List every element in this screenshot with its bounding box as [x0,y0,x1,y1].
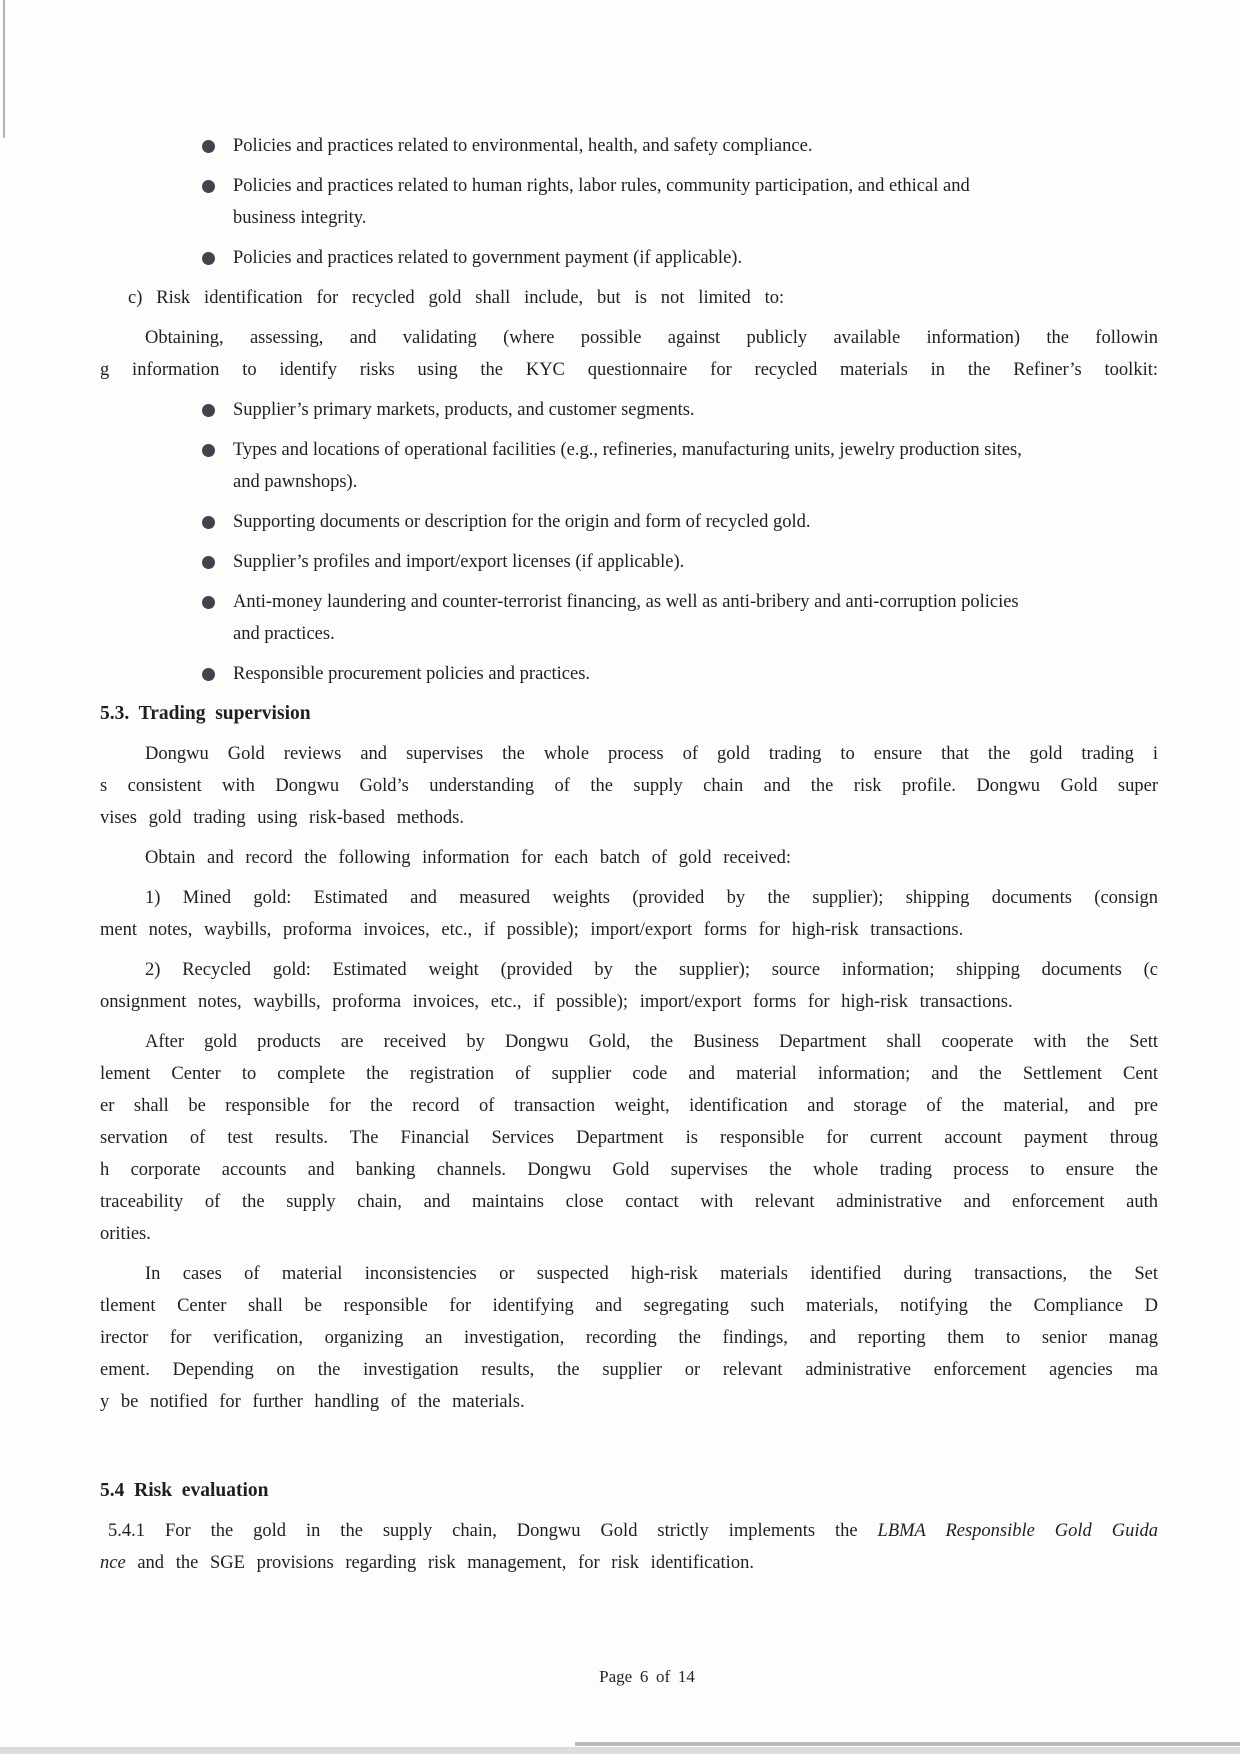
paragraph-text: and the SGE provisions regarding risk management, for risk identification. [125,1553,754,1573]
paragraph-line: ment notes, waybills, proforma invoices, etc., if possible); import/export forms for high-risk transactions. [100,920,964,940]
paragraph-recycled-gold [100,954,1158,1018]
bullet-text: business integrity. [233,208,367,228]
paragraph-line: c) Risk identification for recycled gold shall include, but is not limited to: [128,288,785,308]
section-heading-5-3 [100,698,1158,730]
paragraph-line: traceability of the supply chain, and maintains close contact with relevant administrative and enforcement auth [100,1192,1158,1212]
paragraph-line: er shall be responsible for the record of transaction weight, identification and storage of the material, and pre [100,1096,1158,1116]
page-number: Page 6 of 14 [599,1667,695,1686]
paragraph-line: servation of test results. The Financial Services Department is responsible for current account payment throug [100,1128,1158,1148]
document-body [100,130,1158,1579]
bullet-text: Supporting documents or description for the origin and form of recycled gold. [233,512,811,532]
bullet-icon [202,404,215,417]
scan-artifact-left-edge [3,0,5,138]
paragraph-line: Dongwu Gold reviews and supervises the whole process of gold trading to ensure that the gold trading i [145,744,1158,764]
bullet-icon [202,556,215,569]
paragraph-inconsistencies [100,1258,1158,1418]
paragraph-line: lement Center to complete the registration of supplier code and material information; and the Settlement Cent [100,1064,1158,1084]
paragraph-trading-supervision [100,738,1158,834]
bullet-text: and pawnshops). [233,472,358,492]
heading-text: 5.4 Risk evaluation [100,1480,269,1501]
paragraph-line: 1) Mined gold: Estimated and measured weights (provided by the supplier); shipping documents (consign [145,888,1158,908]
paragraph-obtaining [100,322,1158,386]
bullet-text: Anti-money laundering and counter-terrorist financing, as well as anti-bribery and anti-corruption policies [233,592,1019,612]
paragraph-line: Obtaining, assessing, and validating (where possible against publicly available information) the followin [145,328,1158,348]
bullet-icon [202,180,215,193]
paragraph-line: g information to identify risks using the KYC questionnaire for recycled materials in the Refiner’s toolkit: [100,360,1158,380]
bullet-item [100,546,1158,578]
bullet-text: Types and locations of operational facilities (e.g., refineries, manufacturing units, jewelry production sites, [233,440,1022,460]
bullet-text: Policies and practices related to government payment (if applicable). [233,248,743,268]
citation-title: LBMA Responsible Gold Guida [877,1521,1159,1541]
bullet-item [100,506,1158,538]
paragraph-text: 5.4.1 For the gold in the supply chain, Dongwu Gold strictly implements the [108,1521,878,1541]
paragraph-line: Obtain and record the following information for each batch of gold received: [145,848,791,868]
bullet-item [100,586,1158,650]
paragraph-line: orities. [100,1224,151,1244]
bullet-item [100,394,1158,426]
bullet-text: Policies and practices related to environmental, health, and safety compliance. [233,136,813,156]
paragraph-line [100,1515,1158,1547]
paragraph-line: 2) Recycled gold: Estimated weight (provided by the supplier); source information; shipping documents (c [145,960,1158,980]
section-heading-5-4 [100,1475,1158,1507]
paragraph-obtain-record [100,842,1158,874]
paragraph-after-gold-products [100,1026,1158,1250]
paragraph-line: y be notified for further handling of the materials. [100,1392,525,1412]
bullet-item [100,170,1158,234]
paragraph-line: s consistent with Dongwu Gold’s understanding of the supply chain and the risk profile. Dongwu Gold super [100,776,1158,796]
paragraph-line: irector for verification, organizing an investigation, recording the findings, and reporting them to senior manag [100,1328,1158,1348]
bullet-text: and practices. [233,624,335,644]
paragraph-mined-gold [100,882,1158,946]
paragraph-line: onsignment notes, waybills, proforma invoices, etc., if possible); import/export forms for high-risk transactions. [100,992,1013,1012]
bullet-icon [202,596,215,609]
bullet-item [100,130,1158,162]
bullet-icon [202,444,215,457]
paragraph-line: ement. Depending on the investigation results, the supplier or relevant administrative enforcement agencies ma [100,1360,1158,1380]
paragraph-line: h corporate accounts and banking channels. Dongwu Gold supervises the whole trading process to ensure the [100,1160,1158,1180]
bullet-icon [202,516,215,529]
paragraph-5-4-1 [100,1515,1158,1579]
bullet-text: Policies and practices related to human rights, labor rules, community participation, and ethical and [233,176,970,196]
paragraph-line [100,1547,1158,1579]
paragraph-line: vises gold trading using risk-based methods. [100,808,465,828]
heading-text: 5.3. Trading supervision [100,703,311,724]
paragraph-line: In cases of material inconsistencies or suspected high-risk materials identified during transactions, the Set [145,1264,1158,1284]
citation-title: nce [100,1553,126,1573]
bullet-item [100,434,1158,498]
bullet-icon [202,668,215,681]
bullet-item [100,242,1158,274]
bullet-text: Supplier’s primary markets, products, and customer segments. [233,400,695,420]
scan-artifact-bottom-line [575,1742,1240,1746]
bullet-text: Supplier’s profiles and import/export licenses (if applicable). [233,552,685,572]
bullet-icon [202,252,215,265]
list-intro-c [100,282,1158,314]
bullet-icon [202,140,215,153]
bullet-text: Responsible procurement policies and practices. [233,664,591,684]
paragraph-line: tlement Center shall be responsible for identifying and segregating such materials, notifying the Compliance D [100,1296,1158,1316]
bullet-item [100,658,1158,690]
paragraph-line: After gold products are received by Dongwu Gold, the Business Department shall cooperate with the Sett [145,1032,1158,1052]
scan-artifact-bottom-edge [0,1747,1240,1754]
